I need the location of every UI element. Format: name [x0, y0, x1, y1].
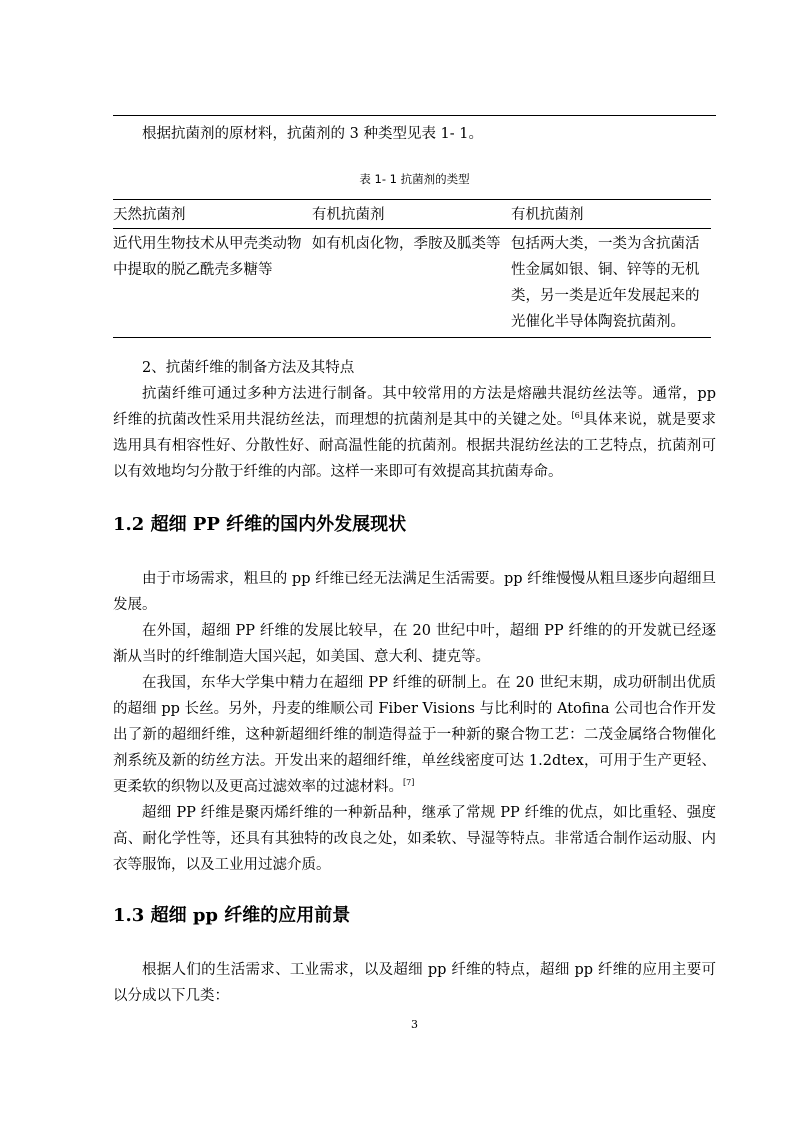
citation-6: [6]	[571, 411, 583, 421]
preparation-text-2: 具体来说，就是要求选用具有相容性好、分散性好、耐高温性能的抗菌剂。根据共混纺丝法的工艺特点，抗菌剂可以有效地均匀分散于纤维的内部。这样一来即可有效提高其抗菌寿命。	[113, 412, 716, 480]
table-header-cell: 天然抗菌剂	[113, 200, 312, 229]
section-1-2-paragraph-1: 由于市场需求，粗旦的 pp 纤维已经无法满足生活需要。pp 纤维慢慢从粗旦逐步向超细旦发展。	[113, 571, 716, 613]
table-cell: 如有机卤化物，季胺及胍类等	[312, 236, 501, 252]
intro-paragraph: 根据抗菌剂的原材料，抗菌剂的 3 种类型见表 1- 1。	[142, 126, 484, 142]
antibacterial-types-table	[113, 199, 711, 338]
table-cell: 包括两大类，一类为含抗菌活性金属如银、铜、锌等的无机类，另一类是近年发展起来的光催化半导体陶瓷抗菌剂。	[511, 236, 700, 330]
section-1-3-heading: 1.3 超细 pp 纤维的应用前景	[113, 905, 351, 926]
table-caption: 表 1- 1 抗菌剂的类型	[359, 172, 470, 186]
header-rule	[113, 115, 716, 116]
table-header-cell: 有机抗菌剂	[312, 200, 511, 229]
citation-7: [7]	[403, 778, 415, 788]
section-1-2-paragraph-3	[113, 670, 716, 800]
table-header-cell: 有机抗菌剂	[511, 200, 711, 229]
preparation-paragraph	[113, 381, 716, 485]
preparation-text-1: 抗菌纤维可通过多种方法进行制备。其中较常用的方法是熔融共混纺丝法等。通常，pp 纤维的抗菌改性采用共混纺丝法，而理想的抗菌剂是其中的关键之处。	[113, 386, 716, 428]
page-number: 3	[411, 1018, 418, 1031]
table-row	[113, 229, 711, 338]
section-1-2-paragraph-3-text: 在我国，东华大学集中精力在超细 PP 纤维的研制上。在 20 世纪末期，成功研制出优质的超细 pp 长丝。另外，丹麦的维顺公司 Fiber Visions 与比利时的 Atofina 公司也合作开发出了新的超细纤维，这种新超细纤维的制造得益于一种新的聚合物工艺：二茂金属络合物催化剂系统及新的纺丝方法。开发出来的超细纤维，单丝线密度可达 1.2dtex，可用于生产更轻、更柔软的织物以及更高过滤效率的过滤材料。	[113, 675, 716, 795]
section-2-title: 2、抗菌纤维的制备方法及其特点	[142, 360, 355, 376]
section-1-2-paragraph-2: 在外国，超细 PP 纤维的发展比较早，在 20 世纪中叶，超细 PP 纤维的的开发就已经逐渐从当时的纤维制造大国兴起，如美国、意大利、捷克等。	[113, 623, 716, 665]
table-cell: 近代用生物技术从甲壳类动物中提取的脱乙酰壳多糖等	[113, 236, 302, 278]
section-1-3-paragraph-1: 根据人们的生活需求、工业需求，以及超细 pp 纤维的特点，超细 pp 纤维的应用主要可以分成以下几类：	[113, 962, 716, 1004]
table-header-row	[113, 200, 711, 229]
section-1-2-paragraph-4: 超细 PP 纤维是聚丙烯纤维的一种新品种，继承了常规 PP 纤维的优点，如比重轻、强度高、耐化学性等，还具有其独特的改良之处，如柔软、导湿等特点。非常适合制作运动服、内衣等服饰，以及工业用过滤介质。	[113, 805, 716, 873]
section-1-2-heading: 1.2 超细 PP 纤维的国内外发展现状	[113, 514, 407, 535]
